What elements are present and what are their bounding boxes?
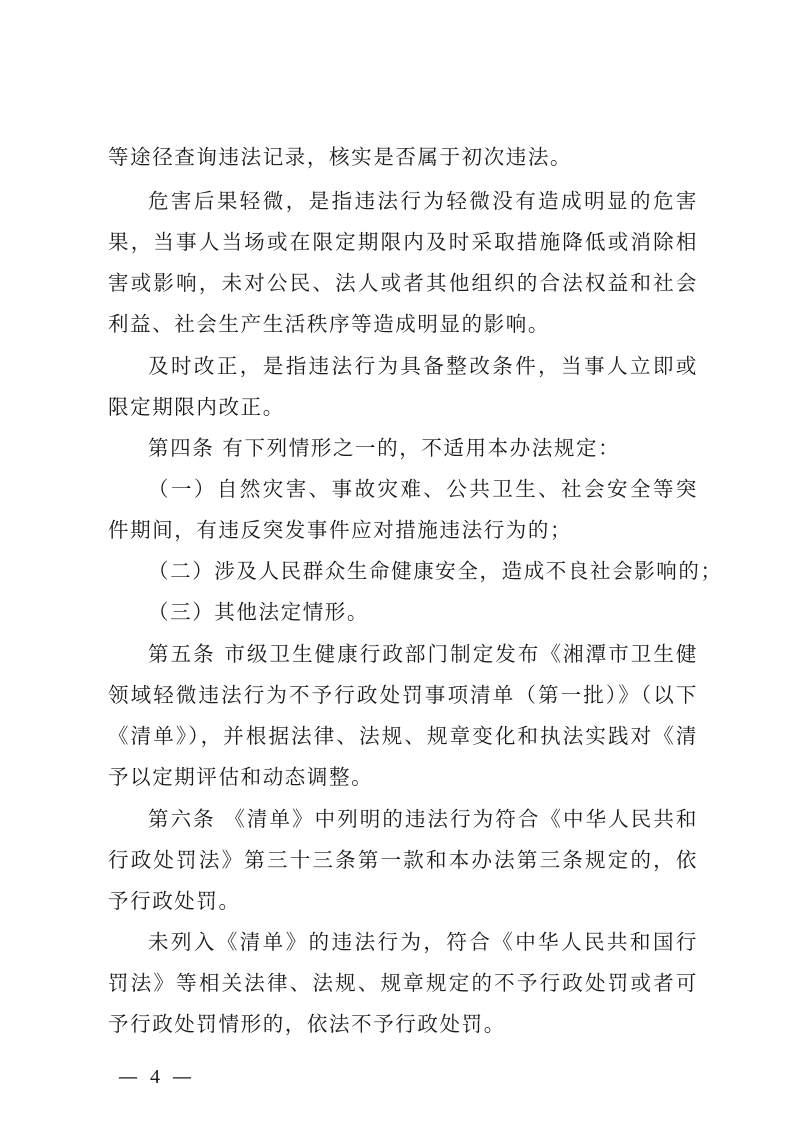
text-line: 领域轻微违法行为不予行政处罚事项清单（第一批）》（以下 [108,683,698,707]
text-line: 利益、社会生产生活秩序等造成明显的影响。 [108,312,550,336]
text-line: 行政处罚法》第三十三条第一款和本办法第三条规定的，依 [108,848,698,872]
article-heading: 第四条 有下列情形之一的，不适用本办法规定： [148,436,621,460]
text-line: 件期间，有违反突发事件应对措施违法行为的； [108,518,573,542]
text-line: （一）自然灾害、事故灾难、公共卫生、社会安全等突 [148,477,698,501]
article-heading: 第五条 市级卫生健康行政部门制定发布《湘潭市卫生健 [148,642,698,666]
text-line: 害或影响，未对公民、法人或者其他组织的合法权益和社会 [108,271,698,295]
page-number: 4 [150,1066,162,1088]
page-footer [118,1062,194,1091]
text-line: 《清单》），并根据法律、法规、规章变化和执法实践对《清 [108,724,698,748]
text-line: 罚法》等相关法律、法规、规章规定的不予行政处罚或者可 [108,971,698,995]
text-line: 等途径查询违法记录，核实是否属于初次违法。 [108,145,573,169]
article-heading: 第六条 《清单》中列明的违法行为符合《中华人民共和 [148,807,698,831]
text-line: 未列入《清单》的违法行为，符合《中华人民共和国行 [148,930,698,954]
text-line: 危害后果轻微，是指违法行为轻微没有造成明显的危害 [148,189,698,213]
text-line: 予行政处罚情形的，依法不予行政处罚。 [108,1012,506,1036]
text-line: 予行政处罚。 [108,889,241,913]
text-line: （三）其他法定情形。 [148,600,369,624]
text-line: （二）涉及人民群众生命健康安全，造成不良社会影响的； [148,559,723,583]
text-line: 限定期限内改正。 [108,395,285,419]
text-line: 予以定期评估和动态调整。 [108,765,374,789]
text-line: 及时改正，是指违法行为具备整改条件，当事人立即或 [148,354,698,378]
text-line: 果，当事人当场或在限定期限内及时采取措施降低或消除相 [108,230,698,254]
footer-dash-left: — [118,1064,140,1088]
footer-dash-right: — [172,1064,194,1088]
